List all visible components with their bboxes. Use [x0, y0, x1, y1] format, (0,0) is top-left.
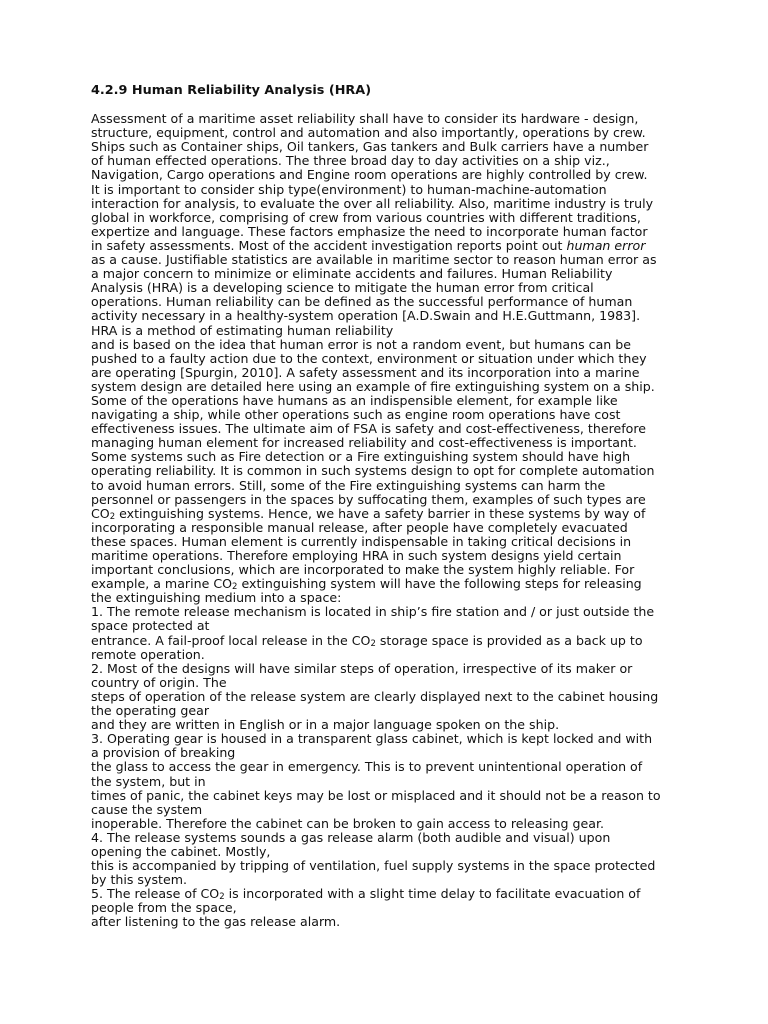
text-line: system design are detailed here using an example of fire extinguishing system on a ship. [91, 378, 655, 394]
text-line: remote operation. [91, 646, 205, 662]
text-fragment: extinguishing system will have the following steps for releasing [237, 576, 642, 592]
text-line: HRA is a method of estimating human reliability [91, 322, 394, 338]
text-line: to avoid human errors. Still, some of the Fire extinguishing systems can harm the [91, 477, 606, 493]
text-line: inoperable. Therefore the cabinet can be broken to gain access to releasing gear. [91, 815, 605, 831]
co2-base: CO [351, 632, 371, 648]
text-line: and is based on the idea that human error is not a random event, but humans can be [91, 336, 632, 352]
text-fragment: in safety assessments. Most of the accident investigation reports point out [91, 237, 567, 253]
text-fragment: 5. The release of [91, 886, 201, 902]
co2-base: CO [200, 886, 220, 902]
co2-subscript: 2 [109, 511, 116, 522]
text-line: cause the system [91, 801, 203, 817]
text-line: 3. Operating gear is housed in a transparent glass cabinet, which is kept locked and with [91, 731, 653, 747]
text-line: after listening to the gas release alarm. [91, 914, 341, 930]
text-fragment: is incorporated with a slight time delay to facilitate evacuation of [224, 886, 641, 902]
body-text [91, 112, 678, 929]
co2-term [91, 506, 115, 521]
text-line: incorporating a responsible manual release, after people have completely evacuated [91, 519, 628, 535]
text-line: people from the space, [91, 900, 237, 916]
text-line: interaction for analysis, to evaluate the over all reliability. Also, maritime industry is truly [91, 195, 654, 211]
italic-term: human error [566, 237, 646, 253]
text-line: Navigation, Cargo operations and Engine room operations are highly controlled by crew. [91, 167, 648, 183]
text-line: Analysis (HRA) is a developing science to mitigate the human error from critical [91, 280, 594, 296]
text-line [91, 887, 678, 901]
text-line: activity necessary in a healthy-system operation [A.D.Swain and H.E.Guttmann, 1983]. [91, 308, 641, 324]
text-line: are operating [Spurgin, 2010]. A safety assessment and its incorporation into a marine [91, 364, 640, 380]
text-line: Some systems such as Fire detection or a Fire extinguishing system should have high [91, 449, 631, 465]
text-line: and they are written in English or in a major language spoken on the ship. [91, 717, 560, 733]
text-line: opening the cabinet. Mostly, [91, 843, 271, 859]
text-line: personnel or passengers in the spaces by suffocating them, examples of such types are [91, 491, 646, 507]
text-line: operations. Human reliability can be defined as the successful performance of human [91, 294, 633, 310]
text-line: It is important to consider ship type(environment) to human-machine-automation [91, 181, 607, 197]
text-line: steps of operation of the release system are clearly displayed next to the cabinet housing [91, 688, 659, 704]
text-line: 4. The release systems sounds a gas release alarm (both audible and visual) upon [91, 829, 611, 845]
text-line: space protected at [91, 618, 210, 634]
text-line [91, 507, 678, 521]
text-line: expertize and language. These factors emphasize the need to incorporate human factor [91, 223, 648, 239]
text-line: navigating a ship, while other operations such as engine room operations have cost [91, 407, 621, 423]
text-fragment: storage space is provided as a back up to [375, 632, 643, 648]
co2-term [352, 633, 376, 648]
text-line [91, 634, 678, 648]
text-line: effectiveness issues. The ultimate aim of FSA is safety and cost-effectiveness, therefore [91, 421, 647, 437]
text-line: important conclusions, which are incorporated to make the system highly reliable. For [91, 562, 635, 578]
text-line: the system, but in [91, 773, 206, 789]
text-line: by this system. [91, 872, 187, 888]
text-line: as a cause. Justifiable statistics are available in maritime sector to reason human error as [91, 252, 657, 268]
text-fragment: extinguishing systems. Hence, we have a safety barrier in these systems by way of [115, 505, 646, 521]
co2-base: CO [213, 576, 233, 592]
text-line: of human effected operations. The three broad day to day activities on a ship viz., [91, 153, 610, 169]
co2-term [201, 886, 225, 901]
text-line: these spaces. Human element is currently indispensable in taking critical decisions in [91, 533, 632, 549]
text-line: structure, equipment, control and automation and also importantly, operations by crew. [91, 125, 646, 141]
text-line: Assessment of a maritime asset reliability shall have to consider its hardware - design, [91, 111, 639, 127]
text-line: country of origin. The [91, 674, 227, 690]
text-line: operating reliability. It is common in such systems design to opt for complete automation [91, 463, 655, 479]
text-line [91, 577, 678, 591]
text-line: a provision of breaking [91, 745, 236, 761]
co2-base: CO [91, 505, 110, 521]
text-line: global in workforce, comprising of crew from various countries with different traditions, [91, 209, 641, 225]
co2-term [213, 576, 237, 591]
text-line: a major concern to minimize or eliminate accidents and failures. Human Reliability [91, 266, 613, 282]
text-line: pushed to a faulty action due to the context, environment or situation under which they [91, 350, 647, 366]
text-line: times of panic, the cabinet keys may be lost or misplaced and it should not be a reason to [91, 787, 661, 803]
text-fragment: entrance. A fail-proof local release in the [91, 632, 352, 648]
co2-subscript: 2 [370, 638, 376, 649]
text-line: managing human element for increased reliability and cost-effectiveness is important. [91, 435, 637, 451]
text-line: maritime operations. Therefore employing HRA in such system designs yield certain [91, 548, 622, 563]
text-line: the operating gear [91, 703, 210, 719]
text-line: Some of the operations have humans as an indispensible element, for example like [91, 392, 618, 408]
text-line: this is accompanied by tripping of ventilation, fuel supply systems in the space protected [91, 858, 656, 874]
text-line: 1. The remote release mechanism is located in ship’s fire station and / or just outside the [91, 604, 655, 620]
co2-subscript: 2 [219, 892, 225, 903]
text-line [91, 239, 678, 253]
text-line: Ships such as Container ships, Oil tankers, Gas tankers and Bulk carriers have a number [91, 139, 649, 155]
section-heading: 4.2.9 Human Reliability Analysis (HRA) [91, 83, 372, 98]
text-line: 2. Most of the designs will have similar steps of operation, irrespective of its maker or [91, 660, 633, 676]
text-line: the glass to access the gear in emergency. This is to prevent unintentional operation of [91, 759, 643, 775]
co2-subscript: 2 [232, 582, 238, 593]
text-line: the extinguishing medium into a space: [91, 590, 342, 606]
text-fragment: example, a marine [91, 576, 214, 592]
